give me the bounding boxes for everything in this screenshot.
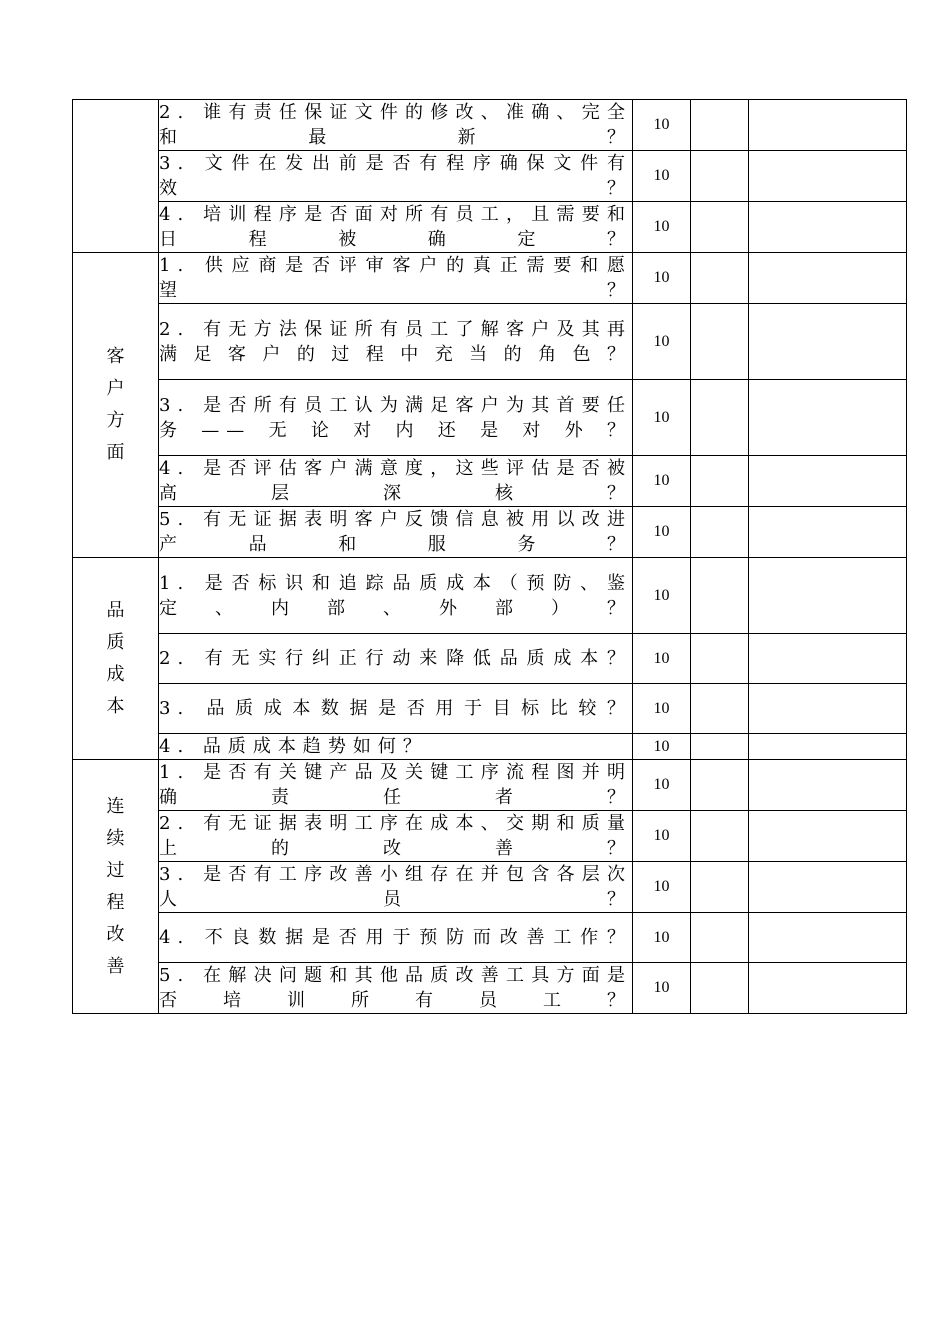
table-row bbox=[73, 634, 907, 684]
category-cell-continued bbox=[73, 100, 159, 253]
question-cell: 4. 不良数据是否用于预防而改善工作？ bbox=[159, 913, 633, 963]
blank-cell bbox=[749, 734, 907, 760]
question-cell: 4. 培训程序是否面对所有员工，且需要和日程被确定？ bbox=[159, 202, 633, 253]
question-cell: 2. 有无证据表明工序在成本、交期和质量上的改善？ bbox=[159, 811, 633, 862]
table-row bbox=[73, 963, 907, 1014]
blank-cell bbox=[749, 304, 907, 380]
blank-cell bbox=[749, 760, 907, 811]
blank-cell bbox=[749, 253, 907, 304]
score-cell: 10 bbox=[633, 253, 691, 304]
blank-cell bbox=[691, 760, 749, 811]
table-row bbox=[73, 456, 907, 507]
blank-cell bbox=[749, 151, 907, 202]
score-cell: 10 bbox=[633, 760, 691, 811]
table-row bbox=[73, 507, 907, 558]
question-cell: 5. 有无证据表明客户反馈信息被用以改进产品和服务？ bbox=[159, 507, 633, 558]
question-cell: 4. 品质成本趋势如何？ bbox=[159, 734, 633, 760]
table-row bbox=[73, 100, 907, 151]
blank-cell bbox=[749, 507, 907, 558]
table-row bbox=[73, 760, 907, 811]
category-cell-quality-cost: 品质成本 bbox=[73, 558, 159, 760]
blank-cell bbox=[691, 811, 749, 862]
blank-cell bbox=[749, 380, 907, 456]
blank-cell bbox=[749, 811, 907, 862]
blank-cell bbox=[691, 963, 749, 1014]
table-row bbox=[73, 380, 907, 456]
question-cell: 1. 供应商是否评审客户的真正需要和愿望？ bbox=[159, 253, 633, 304]
blank-cell bbox=[691, 862, 749, 913]
blank-cell bbox=[691, 100, 749, 151]
score-cell: 10 bbox=[633, 862, 691, 913]
blank-cell bbox=[691, 456, 749, 507]
blank-cell bbox=[749, 634, 907, 684]
question-cell: 1. 是否标识和追踪品质成本（预防、鉴定、内部、外部）？ bbox=[159, 558, 633, 634]
blank-cell bbox=[749, 862, 907, 913]
table-row bbox=[73, 151, 907, 202]
blank-cell bbox=[691, 151, 749, 202]
question-cell: 5. 在解决问题和其他品质改善工具方面是否培训所有员工？ bbox=[159, 963, 633, 1014]
question-cell: 3. 是否有工序改善小组存在并包含各层次人员？ bbox=[159, 862, 633, 913]
blank-cell bbox=[691, 558, 749, 634]
table-row bbox=[73, 304, 907, 380]
table-row bbox=[73, 862, 907, 913]
score-cell: 10 bbox=[633, 151, 691, 202]
score-cell: 10 bbox=[633, 734, 691, 760]
score-cell: 10 bbox=[633, 634, 691, 684]
category-cell-customer: 客户方面 bbox=[73, 253, 159, 558]
table-row bbox=[73, 202, 907, 253]
category-cell-process-improvement: 连续过程改善 bbox=[73, 760, 159, 1014]
blank-cell bbox=[691, 634, 749, 684]
question-cell: 2. 有无实行纠正行动来降低品质成本？ bbox=[159, 634, 633, 684]
blank-cell bbox=[691, 913, 749, 963]
score-cell: 10 bbox=[633, 558, 691, 634]
table-row bbox=[73, 811, 907, 862]
blank-cell bbox=[691, 734, 749, 760]
score-cell: 10 bbox=[633, 304, 691, 380]
score-cell: 10 bbox=[633, 811, 691, 862]
table-row bbox=[73, 253, 907, 304]
question-cell: 3. 文件在发出前是否有程序确保文件有效？ bbox=[159, 151, 633, 202]
question-cell: 1. 是否有关键产品及关键工序流程图并明确责任者？ bbox=[159, 760, 633, 811]
blank-cell bbox=[691, 507, 749, 558]
score-cell: 10 bbox=[633, 684, 691, 734]
score-cell: 10 bbox=[633, 100, 691, 151]
table-row bbox=[73, 734, 907, 760]
score-cell: 10 bbox=[633, 202, 691, 253]
question-cell: 4. 是否评估客户满意度，这些评估是否被高层深核？ bbox=[159, 456, 633, 507]
blank-cell bbox=[691, 304, 749, 380]
blank-cell bbox=[749, 202, 907, 253]
question-cell: 3. 是否所有员工认为满足客户为其首要任务——无论对内还是对外？ bbox=[159, 380, 633, 456]
blank-cell bbox=[691, 253, 749, 304]
score-cell: 10 bbox=[633, 456, 691, 507]
blank-cell bbox=[749, 963, 907, 1014]
blank-cell bbox=[749, 684, 907, 734]
question-cell: 2. 谁有责任保证文件的修改、准确、完全和最新？ bbox=[159, 100, 633, 151]
score-cell: 10 bbox=[633, 913, 691, 963]
blank-cell bbox=[691, 202, 749, 253]
audit-checklist-table bbox=[72, 99, 907, 1014]
score-cell: 10 bbox=[633, 507, 691, 558]
blank-cell bbox=[691, 684, 749, 734]
blank-cell bbox=[749, 100, 907, 151]
blank-cell bbox=[749, 456, 907, 507]
table-row bbox=[73, 558, 907, 634]
score-cell: 10 bbox=[633, 963, 691, 1014]
table-row bbox=[73, 684, 907, 734]
question-cell: 3. 品质成本数据是否用于目标比较？ bbox=[159, 684, 633, 734]
question-cell: 2. 有无方法保证所有员工了解客户及其再满足客户的过程中充当的角色？ bbox=[159, 304, 633, 380]
blank-cell bbox=[749, 913, 907, 963]
score-cell: 10 bbox=[633, 380, 691, 456]
blank-cell bbox=[691, 380, 749, 456]
table-row bbox=[73, 913, 907, 963]
blank-cell bbox=[749, 558, 907, 634]
